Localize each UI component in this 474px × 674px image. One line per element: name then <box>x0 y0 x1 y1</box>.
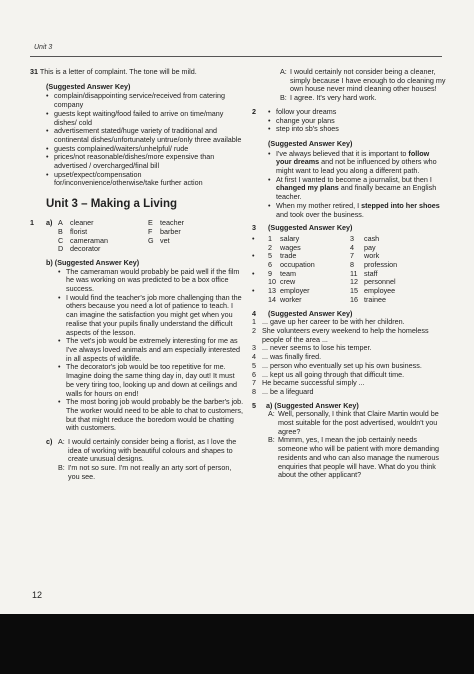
grid-word: cleaner <box>70 218 94 228</box>
list-item: • advertisement stated/huge variety of traditional and continental dishes/unfortunately untrue/only three available <box>46 127 244 144</box>
item-number: 8 <box>252 386 256 396</box>
header-rule <box>30 56 442 57</box>
grid-number: 3 <box>350 233 354 243</box>
grid-number: 8 <box>350 260 354 270</box>
exercise-1b <box>30 259 244 433</box>
item-text: ... never seems to lose his temper. <box>262 343 372 353</box>
list-item: • The decorator's job would be too repetitive for me. Imagine doing the same thing day in, day out! It must be very tiring too, looking up and down at ceilings and walls for hours on end! <box>58 363 244 398</box>
grid-word: personnel <box>364 277 396 287</box>
grid-number: 5 <box>268 251 272 261</box>
list-item <box>252 327 446 344</box>
left-column <box>30 68 244 482</box>
list-item: • upset/expect/compensation for/inconvenience/otherwise/take further action <box>46 171 244 188</box>
exercise-number: 5 <box>252 400 256 410</box>
exercise-number: 3 <box>252 223 256 233</box>
grid-bullet: • <box>252 251 255 261</box>
item-text: and finally became an English teacher. <box>276 183 437 202</box>
item-number: 2 <box>252 325 256 335</box>
item-number: 6 <box>252 369 256 379</box>
list-item: • complain/disappointing service/received from catering company <box>46 92 244 109</box>
exercise-instruction: This is a letter of complaint. The tone will be mild. <box>39 67 197 76</box>
item-text: and took over the business. <box>276 209 364 219</box>
list-item: • The most boring job would probably be the barber's job. The worker would need to be able to chat to customers, but that might reduce the boredom would be chatting with customers. <box>58 398 244 433</box>
grid-word: profession <box>364 260 398 270</box>
grid-number: 14 <box>268 294 276 304</box>
dialogue-text: I agree. It's very hard work. <box>290 93 377 103</box>
dialogue-line <box>280 68 446 94</box>
item-text: and not be influenced by others who might want to lead you along a different path. <box>276 157 437 176</box>
grid-bullet <box>252 296 268 305</box>
answer-key-label: (Suggested Answer Key) <box>54 257 140 267</box>
exercise-5a <box>252 402 446 480</box>
exercise-1c <box>30 438 244 482</box>
list-item <box>252 388 446 397</box>
item-text: He became successful simply ... <box>262 378 365 388</box>
item-text: I've always believed that it is important to <box>276 148 409 158</box>
dialogue-line <box>58 464 244 481</box>
grid-letter: C <box>58 235 64 245</box>
grid-number: 12 <box>350 277 358 287</box>
grid-number: 6 <box>268 260 272 270</box>
grid-word: employer <box>280 286 310 296</box>
grid-word: wages <box>280 242 301 252</box>
exercise-4 <box>252 310 446 397</box>
item-text: ... kept us all going through that difficult time. <box>262 369 405 379</box>
dialogue-line <box>268 436 446 480</box>
grid-word: cameraman <box>70 235 108 245</box>
numbered-list <box>252 318 446 396</box>
list-item: • The vet's job would be extremely interesting for me as I've always loved animals and am especially interested in all aspects of wildlife. <box>58 337 244 363</box>
grid-bullet: • <box>252 286 255 296</box>
grid-word: barber <box>160 226 181 236</box>
scan-border <box>0 614 474 674</box>
grid-number: 4 <box>350 242 354 252</box>
grid-number: 16 <box>350 294 358 304</box>
grid-word: team <box>280 268 296 278</box>
dialogue-line <box>58 438 244 464</box>
grid-word: worker <box>280 294 302 304</box>
list-item: • change your plans <box>268 117 446 126</box>
item-number: 1 <box>252 317 256 327</box>
list-item: • guests complained/waiters/unhelpful/ rude <box>46 145 244 154</box>
grid-word: cash <box>364 233 380 243</box>
list-item: • I would find the teacher's job more challenging than the others because you need a lot of patience to teach. I can imagine the satisfaction you might get when you realise that your pupils finally understand the difficult aspects of the lesson. <box>58 294 244 338</box>
exercise-1a <box>30 219 244 254</box>
list-item: • The cameraman would probably be paid well if the film he was working on was predicted to be a box office success. <box>58 268 244 294</box>
speaker-label: A: <box>58 437 65 447</box>
grid-word: employee <box>364 286 396 296</box>
exercise-3 <box>252 224 446 304</box>
grid-number: 1 <box>268 233 272 243</box>
bullet-list <box>30 92 244 188</box>
grid-word: florist <box>70 226 88 236</box>
list-item <box>268 202 446 219</box>
part-letter: a) <box>46 218 53 228</box>
speaker-label: B: <box>58 463 65 473</box>
grid-word: work <box>364 251 380 261</box>
exercise-number: 4 <box>252 308 256 318</box>
bullet-list <box>268 150 446 220</box>
answer-grid <box>58 219 240 254</box>
right-column <box>252 68 446 480</box>
grid-letter: E <box>148 218 153 228</box>
grid-word: decorator <box>70 244 101 254</box>
list-item <box>268 176 446 202</box>
answer-key-label: (Suggested Answer Key) <box>268 138 353 148</box>
grid-bullet: • <box>252 233 255 243</box>
grid-number: 7 <box>350 251 354 261</box>
grid-number: 11 <box>350 268 358 278</box>
dialogue-line <box>268 410 446 436</box>
speaker-label: B: <box>280 93 287 103</box>
bullet-list <box>46 268 244 433</box>
grid-number: 2 <box>268 242 272 252</box>
grid-letter: F <box>148 226 153 236</box>
list-item: • prices/not reasonable/dishes/more expensive than advertised / overcharged/final bill <box>46 153 244 170</box>
item-phrase: follow your dreams <box>276 148 430 167</box>
answer-key-label: (Suggested Answer Key) <box>268 223 353 233</box>
item-text: When my mother retired, I <box>276 200 362 210</box>
grid-word: staff <box>364 268 378 278</box>
answer-grid <box>252 235 446 305</box>
grid-number: 10 <box>268 277 276 287</box>
grid-number: 15 <box>350 286 358 296</box>
item-text: At first I wanted to become a journalist, but then I <box>276 174 432 184</box>
dialogue-line <box>280 94 446 103</box>
bullet-list <box>268 108 446 134</box>
grid-bullet: • <box>252 268 255 278</box>
grid-letter: B <box>58 226 63 236</box>
grid-word: vet <box>160 235 170 245</box>
dialogue-text: I would certainly consider being a florist, as I love the idea of working with beautiful colours and shapes to create unusual designs. <box>68 437 237 464</box>
answer-key-label: (Suggested Answer Key) <box>268 308 353 318</box>
dialogue-text: I would certainly not consider being a cleaner, simply because I have enough to do cleaning my own house never mind cleaning other houses! <box>290 67 446 94</box>
part-letter: c) <box>46 437 53 447</box>
page-number: 12 <box>32 590 43 600</box>
exercise-number: 1 <box>30 218 34 228</box>
grid-word: salary <box>280 233 300 243</box>
item-number: 7 <box>252 378 256 388</box>
grid-word: trainee <box>364 294 386 304</box>
grid-letter: A <box>58 218 63 228</box>
item-text: ... gave up her career to be with her children. <box>262 317 405 327</box>
item-number: 4 <box>252 352 256 362</box>
answer-key-label: (Suggested Answer Key) <box>274 400 359 410</box>
speaker-label: A: <box>280 67 287 76</box>
part-letter: b) <box>46 257 53 267</box>
exercise-number: 31 <box>30 67 38 76</box>
grid-word: occupation <box>280 260 315 270</box>
item-text: She volunteers every weekend to help the homeless people of the area ... <box>262 325 429 344</box>
dialogue-text: Well, personally, I think that Claire Martin would be most suitable for the post advertised, wouldn't you agree? <box>278 409 439 436</box>
speaker-label: B: <box>268 435 275 445</box>
grid-word: pay <box>364 242 376 252</box>
dialogue-text: I'm not so sure. I'm not really an arty sort of person, you see. <box>68 463 232 481</box>
grid-word: crew <box>280 277 296 287</box>
list-item: • follow your dreams <box>268 108 446 117</box>
grid-letter: G <box>148 235 154 245</box>
item-phrase: stepped into her shoes <box>361 200 440 210</box>
exercise-number: 2 <box>252 106 256 116</box>
unit-title: Unit 3 – Making a Living <box>46 198 177 211</box>
grid-number: 9 <box>268 268 272 278</box>
grid-letter: D <box>58 244 64 254</box>
list-item: • guests kept waiting/food failed to arrive on time/many dishes/ cold <box>46 110 244 127</box>
item-number: 5 <box>252 360 256 370</box>
answer-key-label: (Suggested Answer Key) <box>46 81 131 91</box>
part-letter: a) <box>266 400 273 410</box>
list-item <box>268 150 446 176</box>
item-text: ... person who eventually set up his own business. <box>262 360 422 370</box>
grid-word: teacher <box>160 218 184 228</box>
grid-word: trade <box>280 251 297 261</box>
dialogue-continued <box>252 68 446 103</box>
exercise-2 <box>252 108 446 219</box>
speaker-label: A: <box>268 409 275 419</box>
item-phrase: changed my plans <box>276 183 339 193</box>
item-text: ... be a lifeguard <box>262 386 314 396</box>
list-item: • step into sb's shoes <box>268 125 446 134</box>
dialogue-text: Mmmm, yes, I mean the job certainly needs someone who will be patient with more demanding residents and who can also manage the numerous enquiries that people will have. What do you think about the other applicant? <box>278 435 440 480</box>
grid-number: 13 <box>268 286 276 296</box>
item-text: ... was finally fired. <box>262 352 322 362</box>
exercise-31 <box>30 68 244 188</box>
page-header: Unit 3 <box>34 44 53 51</box>
item-number: 3 <box>252 343 256 353</box>
